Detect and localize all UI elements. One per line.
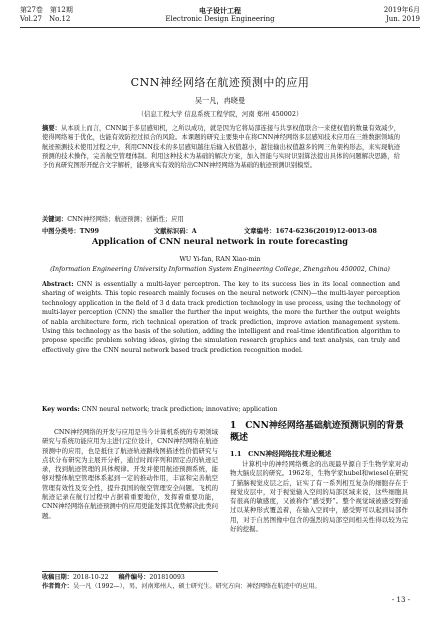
classification-line	[42, 226, 400, 235]
body-left-column: CNN神经网络的开发与应用是当今计算机系统的专项领域研究与系统功能应用为主进行定位设计，CNN神经网络在航迹预测中的应用，也是抵住了航迹轨迹路线图描述性价值研究与点状分布研究为主展开分析，通过时间序列和固定点的轨迹记录，找到航迹管理的具体规律。开发并使用航迹预测系统，能够对整体航空管理体系起到一定的推动作用，丰富和完善航空管理有效性及安全性，提升我国的航空管理安全问题。飞机的航迹记录在航行过程中占据着重要地位，发挥着重要功能，CNN神经网络在航迹预测中的应用更能发挥其优势解决此类问题。	[42, 428, 218, 520]
body-right-column	[230, 420, 408, 534]
authors-cn: 吴一凡，冉晓曼	[194, 96, 246, 105]
keywords-en-label: Key words:	[42, 406, 80, 413]
volume-cn: 第27卷 第12期	[20, 6, 73, 14]
abstract-cn-text: 从本质上而言，CNN属于多层感知机，之所以成功，就是因为它将局部连接与共享权值联合一来使权值的数量有效减少，使得网络易于优化，也能有效防控过拟合的风险。本课题的研究主要集中在将CNN神经网络多层感知技术应用在三维数据领域的航迹预测技术使用过程之中，利用CNN技术的多层感知越往后输入权值越小，越往输出权值越多的网三角架构形态，来实现航迹预测的技术操作，完善航空管理体制。利用这种技术为基础的解决方案，加入智能与实时识别算法提出具体的问题解决思路，给予仿真研究图形开配合文字解析，能够真实有效的给出CNN神经网络为基础的航迹预测识别模型。	[42, 125, 401, 170]
clc-number: 中图分类号：TN99	[42, 228, 99, 235]
date-cn: 2019年6月	[383, 6, 420, 14]
keywords-en-text: CNN neural network; track prediction; innovative; application	[81, 406, 278, 413]
authors-en: WU Yi-fan, RAN Xiao-min	[179, 256, 261, 263]
paper-title-cn: CNN神经网络在航迹预测中的应用	[130, 76, 310, 89]
received-date: 2018-10-22	[72, 574, 109, 581]
section-1-1-heading: 1.1 CNN神经网络技术理论概述	[230, 450, 332, 458]
date-en: Jun. 2019	[385, 15, 420, 23]
article-number: 文章编号：1674-6236(2019)12-0013-08	[244, 228, 377, 235]
affiliation-en: (Information Engineering University Information System Engineering College, Zhengzhou 450002, China)	[50, 266, 390, 273]
journal-name	[20, 6, 420, 24]
footnote	[42, 573, 404, 591]
keywords-cn	[42, 214, 400, 223]
received-line	[42, 573, 404, 582]
bio-line	[42, 582, 404, 591]
section-1-heading: 1 CNN神经网络基础航迹预测识别的背景概述	[230, 421, 404, 443]
issue-date	[384, 6, 420, 24]
journal-cn: 电子设计工程	[199, 6, 241, 15]
paper-title-en: Application of CNN neural network in route forecasting	[91, 236, 349, 246]
keywords-en	[42, 406, 400, 413]
abstract-en-label: Abstract:	[42, 281, 74, 288]
affiliation-cn: （信息工程大学 信息系统工程学院，河南 郑州 450002）	[137, 110, 303, 118]
manuscript-label: 稿件编号：	[118, 574, 150, 581]
abstract-en-text: CNN is essentially a multi-layer perceptron. The key to its success lies in its local connection and sharing of weights. This topic research mainly focuses on the neural network (CNN)—the multi-layer perception technology application in the field of 3 d data track prediction technology in use process, using the technology of multi-layer perception (CNN) the smaller the further the input weights, the more the further the output weights of nabla architecture form, rich technical operation of track prediction, improve aviation management system. Using this technology as the basis of the solution, adding the intelligent and real-time identification algorithm to propose specific problem solving ideas, giving the simulation research graphics and text analysis, can truly and effectively give the CNN neural network based track prediction recognition model.	[42, 281, 400, 354]
received-label: 收稿日期：	[42, 574, 73, 581]
journal-en: Electronic Design Engineering	[165, 15, 275, 23]
footnote-divider	[42, 571, 218, 572]
abstract-en	[42, 280, 400, 355]
body-right-paragraph: 计算机中的神经网络概念的出现最早源自于生物学家对动物大脑皮层的研究。1962年，生物学家hubel和wiesel在研究了猫脑视觉皮层之后，证实了有一系列相互复杂的细胞存在于视觉皮层中，对于视觉输入空间的局部区域来说，这些细胞具有很高的敏感度，又被称作“感受野”。整个视觉域被感受野通过以某种形式覆盖着，在输入空间中，感受野可以起到局部作用，对于自然图像中包含的强烈的局部空间相关性得以较为完好的挖掘。	[230, 460, 408, 534]
abstract-cn-label: 摘要：	[42, 125, 62, 132]
page-number: - 13 -	[391, 596, 410, 604]
keywords-cn-label: 关键词：	[42, 216, 68, 223]
manuscript-number: 201810093	[149, 574, 185, 581]
keywords-cn-text: CNN神经网络；航迹预测；创新性；应用	[67, 216, 184, 223]
doc-code: 文献标识码：A	[154, 228, 197, 235]
bio-text: 吴一凡（1992—），男，河南郑州人，硕士研究生。研究方向：神经网络在航迹中的应用。	[72, 583, 321, 590]
bio-label: 作者简介：	[42, 583, 73, 590]
volume-en: Vol.27 No.12	[20, 15, 71, 23]
abstract-cn	[42, 124, 400, 170]
header-divider	[20, 27, 420, 28]
